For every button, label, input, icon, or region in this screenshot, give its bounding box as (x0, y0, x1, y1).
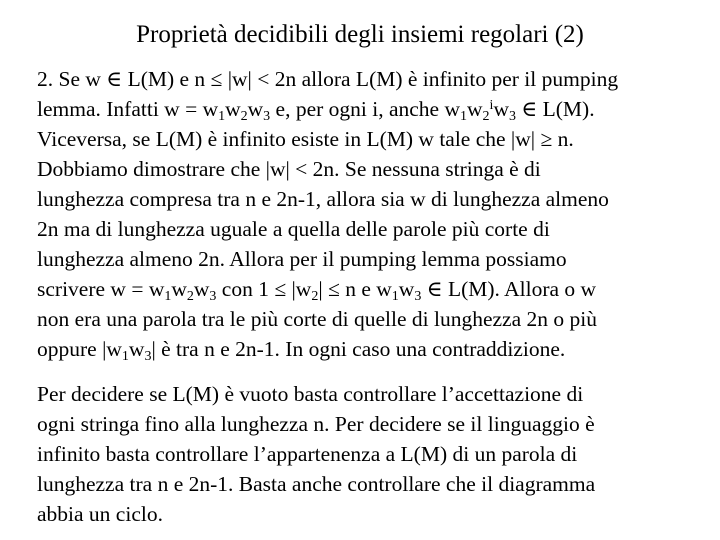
text-line: Viceversa, se L(M) è infinito esiste in L(M) w tale che |w| ≥ n. (37, 127, 574, 151)
text-line: infinito basta controllare l’appartenenza a L(M) di un parola di (37, 442, 578, 466)
text-line: lunghezza almeno 2n. Allora per il pumping lemma possiamo (37, 247, 567, 271)
text-line: 2. Se w ∈ L(M) e n ≤ |w| < 2n allora L(M) è infinito per il pumping (37, 67, 619, 91)
text-line: 2n ma di lunghezza uguale a quella delle parole più corte di (37, 217, 550, 241)
text-line: abbia un ciclo. (37, 502, 163, 526)
text-line: ogni stringa fino alla lunghezza n. Per decidere se il linguaggio è (37, 412, 595, 436)
text-line: Per decidere se L(M) è vuoto basta controllare l’accettazione di (37, 382, 584, 406)
text-line: lunghezza tra n e 2n-1. Basta anche controllare che il diagramma (37, 472, 596, 496)
text-line: Dobbiamo dimostrare che |w| < 2n. Se nessuna stringa è di (37, 157, 541, 181)
text-line: non era una parola tra le più corte di quelle di lunghezza 2n o più (37, 307, 597, 331)
text-line: lemma. Infatti $w = w_1w_2w_3$ e, per ogni i, anche $w_1w_2^iw_3$ ∈ L(M). (37, 97, 595, 124)
paragraph-decision (37, 379, 697, 529)
paragraph-proof (37, 64, 697, 364)
slide-title: Proprietà decidibili degli insiemi regolari (2) (136, 21, 584, 48)
text-line: oppure $|w_1w_3|$ è tra n e 2n-1. In ogni caso una contraddizione. (37, 337, 566, 364)
text-line: lunghezza compresa tra n e 2n-1, allora sia w di lunghezza almeno (37, 187, 609, 211)
text-line: scrivere $w = w_1w_2w_3$ con $1 \le |w_2| \le n$ e $w_1w_3$ ∈ L(M). Allora o w (37, 277, 597, 304)
